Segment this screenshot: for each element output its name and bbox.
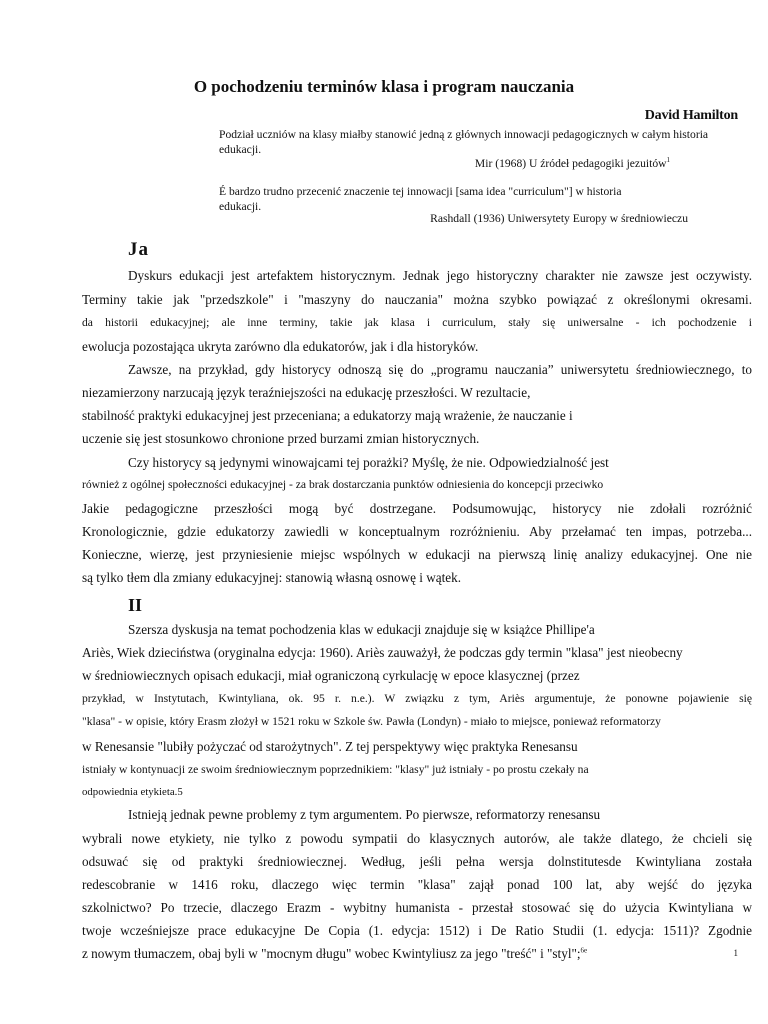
section-heading-1: Ja	[128, 239, 149, 260]
paragraph-line: również z ogólnej społeczności edukacyjnej - za brak dostarczania punktów odniesienia do koncepcji przeciwko	[82, 478, 604, 491]
epigraph-2-text: É bardzo trudno przecenić znaczenie tej innowacji [sama idea "curriculum"] w historia edukacji.	[219, 185, 622, 213]
paragraph-line: odsuwać się od praktyki średniowiecznej. Według, jeśli pełna wersja dolnstitutesde Kwintyliana została	[82, 854, 752, 869]
paragraph-line: da historii edukacyjnej; ale inne terminy, takie jak klasa i curriculum, stały się uniwersalne - ich pochodzenie i	[82, 316, 752, 329]
paragraph-line: przykład, w Instytutach, Kwintyliana, ok. 95 r. n.e.). W związku z tym, Ariès argumentuje, że ponowne pojawienie się	[82, 692, 752, 705]
epigraph-2-source: Rashdall (1936) Uniwersytety Europy w średniowieczu	[430, 212, 688, 225]
paragraph-line: Istnieją jednak pewne problemy z tym argumentem. Po pierwsze, reformatorzy renesansu	[128, 807, 601, 822]
paragraph-line	[82, 946, 642, 962]
paragraph-line: w Renesansie "lubiły pożyczać od starożytnych". Z tej perspektywy więc praktyka Renesansu	[82, 739, 578, 754]
paragraph-line: Konieczne, wierzę, jest przyniesienie miejsc wspólnych w edukacji na pierwszą linię analizy edukacyjnej. One nie	[82, 547, 752, 562]
footnote-ref: 1	[666, 156, 670, 165]
paragraph-line: niezamierzony narzucają język teraźniejszości na edukację przeszłości. W rezultacie,	[82, 385, 531, 400]
paragraph-line: istniały w kontynuacji ze swoim średniowiecznym poprzednikiem: "klasy" już istniały - po prostu czekały na	[82, 763, 589, 776]
paragraph-line: uczenie się jest stosunkowo chronione przed burzami zmian historycznych.	[82, 431, 480, 446]
epigraph-1-source-text: Mir (1968) U źródeł pedagogiki jezuitów	[474, 157, 667, 170]
section-heading-2: II	[128, 595, 143, 615]
footnote-ref: 6e	[580, 946, 588, 955]
paragraph-line: Kronologicznie, gdzie edukatorzy zawiedli w konceptualnym rozróżnieniu. Aby przełamać ten impas, potrzeba...	[82, 524, 752, 539]
paragraph-line: Szersza dyskusja na temat pochodzenia klas w edukacji znajduje się w książce Phillipe'a	[128, 622, 595, 637]
paragraph-line-text: z nowym tłumaczem, obaj byli w "mocnym długu" wobec Kwintyliusz za jego "treść" i "styl";	[82, 946, 581, 961]
epigraph-1-source	[475, 157, 670, 170]
paragraph-line: Ariès, Wiek dzieciństwa (oryginalna edycja: 1960). Ariès zauważył, że podczas gdy termin "klasa" jest nieobecny	[82, 645, 683, 660]
paragraph-line: szkolnictwo? Po trzecie, dlaczego Erazm - wybitny humanista - przestał stosować się do użycia Kwintyliana w	[82, 900, 752, 915]
paragraph-line: Terminy takie jak "przedszkole" i "maszyny do nauczania" można szybko powiązać z określonymi okresami.	[82, 292, 752, 307]
document-title: O pochodzeniu terminów klasa i program nauczania	[193, 77, 575, 96]
paragraph-line: w średniowiecznych opisach edukacji, miał ograniczoną cyrkulację w epoce klasycznej (przez	[82, 668, 580, 683]
paragraph-line: Zawsze, na przykład, gdy historycy odnoszą się do „programu nauczania” uniwersytetu średniowiecznego, to	[128, 362, 752, 377]
epigraph-1-text: Podział uczniów na klasy miałby stanowić jedną z głównych innowacji pedagogicznych w całym historia edukacji.	[219, 128, 709, 156]
author-name: David Hamilton	[644, 108, 738, 123]
paragraph-line: wybrali nowe etykiety, nie tylko z powodu sympatii do klasycznych autorów, ale także dlatego, że chcieli się	[82, 831, 752, 846]
paragraph-line: Czy historycy są jedynymi winowajcami tej porażki? Myślę, że nie. Odpowiedzialność jest	[128, 455, 609, 470]
paragraph-line: twoje wcześniejsze prace edukacyjne De Copia (1. edycja: 1512) i De Ratio Studii (1. edycja: 1511)? Zgodnie	[82, 923, 752, 938]
paragraph-line: redescobranie w 1416 roku, dlaczego więc termin "klasa" zajął ponad 100 lat, aby wejść do języka	[82, 877, 752, 892]
paragraph-line: Jakie pedagogiczne przeszłości mogą być dostrzegane. Podsumowując, historycy nie zdołali rozróżnić	[82, 501, 752, 516]
paragraph-line: odpowiednia etykieta.5	[82, 786, 183, 798]
paragraph-line: są tylko tłem dla zmiany edukacyjnej: stanowią własną osnowę i wątek.	[82, 570, 462, 585]
paragraph-line: stabilność praktyki edukacyjnej jest przeceniana; a edukatorzy mają wrażenie, że nauczanie i	[82, 408, 573, 423]
paragraph-line: ewolucja pozostająca ukryta zarówno dla edukatorów, jak i dla historyków.	[82, 339, 479, 354]
page-number: 1	[733, 948, 738, 958]
paragraph-line: Dyskurs edukacji jest artefaktem historycznym. Jednak jego historyczny charakter nie zawsze jest oczywisty.	[128, 268, 752, 283]
paragraph-line: "klasa" - w opisie, który Erasm złożył w 1521 roku w Szkole św. Pawła (Londyn) - miało to miejsce, ponieważ reformatorzy	[82, 715, 661, 728]
